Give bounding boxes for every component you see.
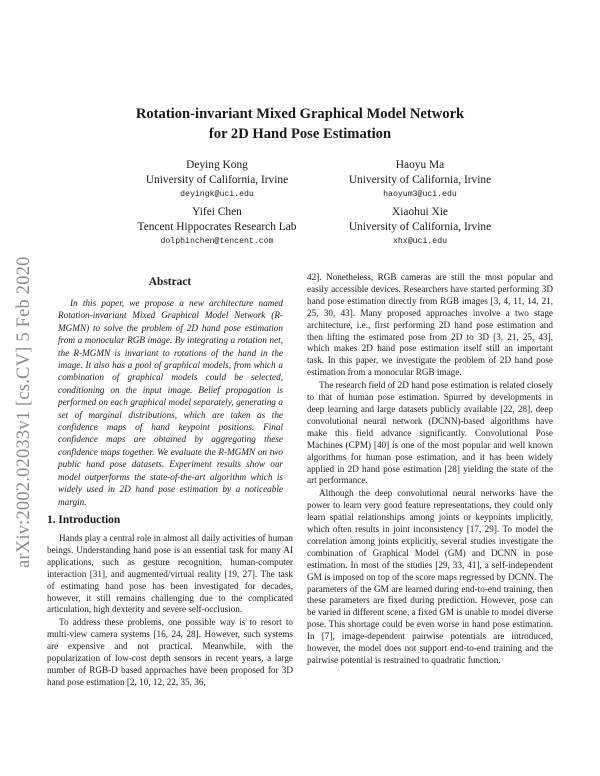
author-name: Xiaohui Xie <box>392 206 448 218</box>
author-affiliation: University of California, Irvine <box>348 174 492 186</box>
abstract-body <box>58 297 283 508</box>
right-paragraph-2: The research field of 2D hand pose estimation is related closely to that of human pose estimation. Spurred by developments in deep learning and large datasets publicly available [22, 28], deep convolutional neural network (DCNN)-based algorithms have make this field advance significantly. Convolutional Pose Machines (CPM) [40] is one of the most popular and well known algorithms for human pose estimation, and it has been widely applied in 2D hand pose estimation [28] yielding the state of the art performance. <box>307 380 553 486</box>
author-affiliation: University of California, Irvine <box>348 221 492 233</box>
author-affiliation: University of California, Irvine <box>145 174 289 186</box>
title-line-1: Rotation-invariant Mixed Graphical Model Network <box>135 106 465 122</box>
author-email[interactable]: xhx@uci.edu <box>392 237 448 246</box>
arxiv-stamp <box>6 210 46 570</box>
introduction-body <box>47 533 293 689</box>
right-paragraph-3: Although the deep convolutional neural networks have the power to learn very good feature representations, they could only learn spatial relationships among joints or keypoints implicitly, which often results in joint inconsistency [17, 29]. To model the correlation among joints explicitly, several studies investigate the combination of Graphical Model (GM) and DCNN in pose estimation. In most of the studies [29, 33, 41], a self-independent GM is imposed on top of the score maps regressed by DCNN. The parameters of the GM are learned during end-to-end training, then these parameters are fixed during prediction. However, pose can be varied in different scene, a fixed GM is unable to model diverse pose. This shortage could be even worse in hand pose estimation. In [7], image-dependent pairwise potentials are introduced, however, the model does not support end-to-end training and the pairwise potential is restrained to quadratic function. <box>307 488 553 665</box>
introduction-heading: 1. Introduction <box>47 514 121 526</box>
right-column-body <box>307 272 553 667</box>
right-paragraph-1: 42]. Nonetheless, RGB cameras are still the most popular and easily accessible devices. Researchers have started performing 3D hand pose estimation directly from RGB images [3, 4, 11, 14, 21, 25, 30, 43]. Many proposed approaches involve a two stage architecture, i.e., first performing 2D hand pose estimation and then lifting the estimated pose from 2D to 3D [3, 21, 25, 43], which makes 2D hand pose estimation itself still an important task. In this paper, we investigate the problem of 2D hand pose estimation from a monocular RGB image. <box>307 272 553 378</box>
intro-paragraph-1: Hands play a central role in almost all daily activities of human beings. Understanding hand pose is an essential task for many AI applications, such as gesture recognition, human-computer interaction [31], and augmented/virtual reality [19, 27]. The task of estimating hand pose has been investigated for decades, however, it still remains challenging due to the complicated articulation, high dexterity and severe self-occlusion. <box>47 533 293 615</box>
paper-title <box>60 104 540 144</box>
author-block-4 <box>300 205 540 249</box>
author-name: Haoyu Ma <box>395 159 445 171</box>
author-email[interactable]: deyingk@uci.edu <box>180 190 254 199</box>
intro-paragraph-2: To address these problems, one possible way is to resort to multi-view camera systems [16, 24, 28]. However, such systems are expensive and not practical. Meanwhile, with the popularization of low-cost depth sensors in recent years, a large number of RGB-D based approaches have been proposed for 3D hand pose estimation [2, 10, 12, 22, 35, 36, <box>47 617 293 687</box>
abstract-heading: Abstract <box>148 276 192 288</box>
arxiv-stamp-text: arXiv:2002.02033v1 [cs.CV] 5 Feb 2020 <box>14 256 34 568</box>
author-email[interactable]: haoyum3@uci.edu <box>383 190 457 199</box>
author-affiliation: Tencent Hippocrates Research Lab <box>137 221 297 233</box>
author-name: Deying Kong <box>186 159 248 171</box>
abstract-text: In this paper, we propose a new architecture named Rotation-invariant Mixed Graphical Model Network (R-MGMN) to solve the problem of 2D hand pose estimation from a monocular RGB image. By integrating a rotation net, the R-MGMN is invariant to rotations of the hand in the image. It also has a pool of graphical models, from which a combination of graphical models could be selected, conditioning on the input image. Belief propagation is performed on each graphical model separately, generating a set of marginal distributions, which are taken as the confidence maps of hand keypoint positions. Final confidence maps are obtained by aggregating these confidence maps together. We evaluate the R-MGMN on two public hand pose datasets. Experiment results show our model outperforms the state-of-the-art algorithm which is widely used in 2D hand pose estimation by a noticeable margin. <box>58 298 283 507</box>
title-line-2: for 2D Hand Pose Estimation <box>208 126 392 142</box>
author-block-2 <box>300 158 540 202</box>
author-email[interactable]: dolphinchen@tencent.com <box>160 237 274 246</box>
author-name: Yifei Chen <box>192 206 242 218</box>
